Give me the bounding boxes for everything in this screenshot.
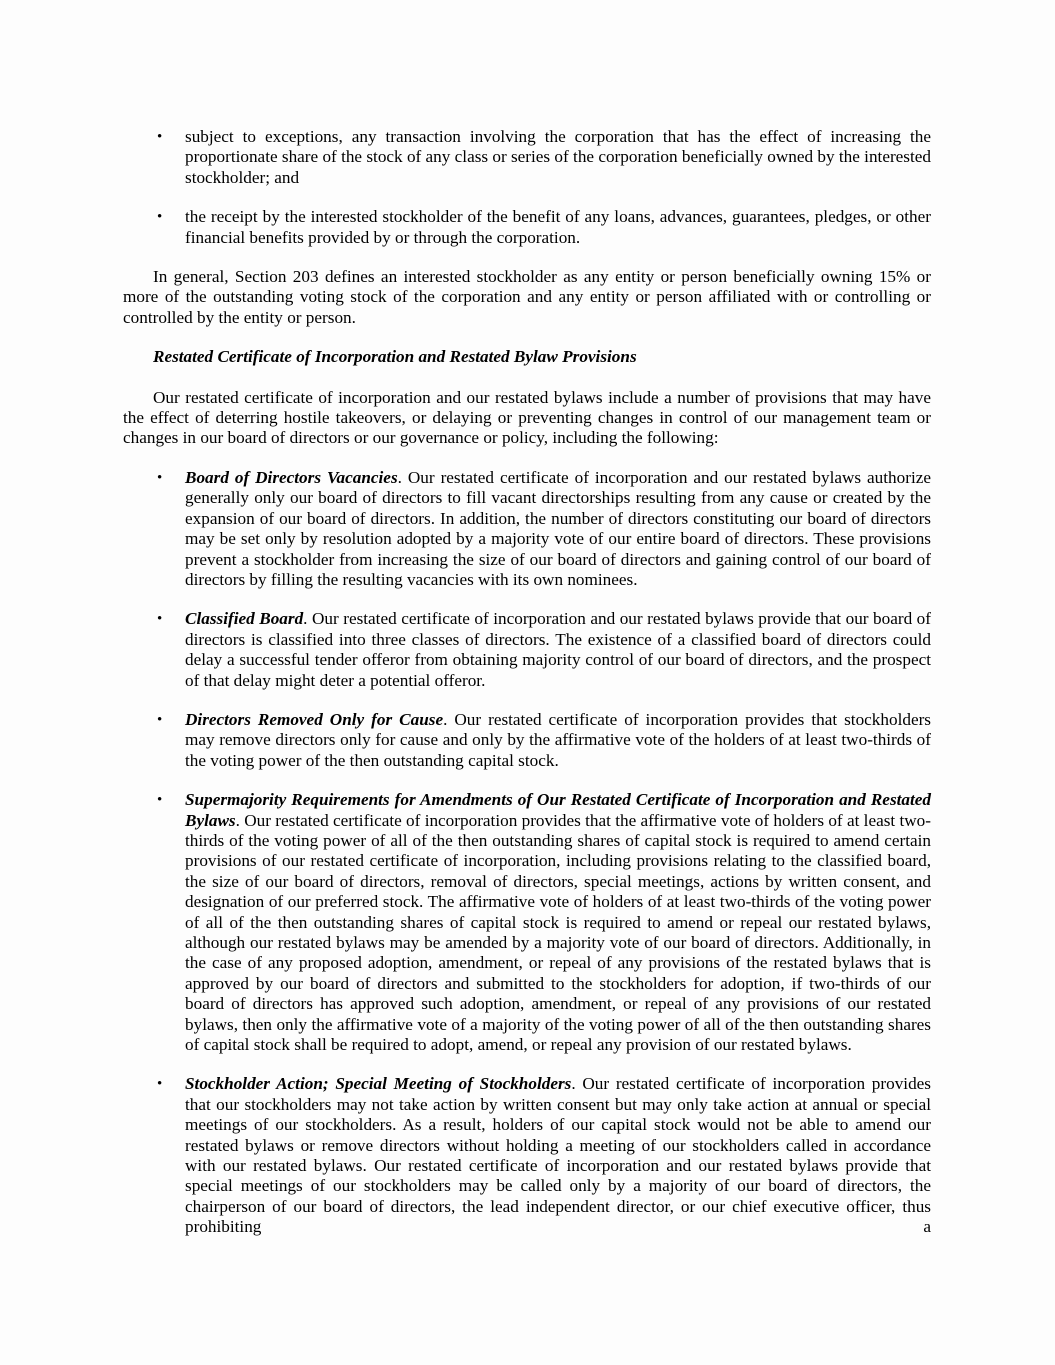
list-item-text: [185, 468, 931, 590]
bullet-icon: •: [157, 1076, 163, 1093]
bullet-icon: •: [157, 209, 163, 226]
provision-body: . Our restated certificate of incorporation and our restated bylaws provide that our board of directors is classified into three classes of directors. The existence of a classified board of directors could delay a successful tender offeror from obtaining majority control of our board of directors, and the prospect of that delay might deter a potential offeror.: [185, 609, 932, 690]
bullet-icon: •: [157, 469, 163, 486]
bullet-icon: •: [157, 129, 163, 145]
provision-lead: Supermajority Requirements for Amendments of Our Restated Certificate of Incorporation and Restated Bylaws: [185, 790, 931, 830]
bullet-icon: •: [157, 792, 163, 809]
bullet-icon: •: [157, 711, 163, 728]
list-item: [123, 1074, 931, 1237]
bullet-icon: •: [157, 611, 163, 628]
provision-body: . Our restated certificate of incorporation provides that the affirmative vote of holders of at least two-thirds of the voting power of all of the then outstanding shares of capital stock is required to amend certain provisions of our restated certificate of incorporation, including provisions relating to the classified board, the size of our board of directors, removal of directors, special meetings, actions by written consent, and designation of our preferred stock. The affirmative vote of holders of at least two-thirds of the voting power of all of the then outstanding shares of capital stock is required to amend or repeal our restated bylaws, although our restated bylaws may be amended by a majority vote of our board of directors. Additionally, in the case of any proposed adoption, amendment, or repeal of any provisions of the restated bylaws that is approved by our board of directors and submitted to the stockholders for adoption, if two-thirds of our board of directors has approved such adoption, amendment, or repeal of any provisions of our restated bylaws, then only the affirmative vote of a majority of the voting power of all of the then outstanding shares of capital stock shall be required to adopt, amend, or repeal any provision of our restated bylaws.: [185, 810, 931, 1055]
intro-bullet-list: [123, 127, 931, 248]
list-item-text: [185, 609, 931, 691]
list-item: [123, 127, 931, 188]
section-203-paragraph: In general, Section 203 defines an interested stockholder as any entity or person beneficially owning 15% or more of the outstanding voting stock of the corporation and any entity or person affiliated with or controlling or controlled by the entity or person.: [123, 267, 931, 327]
list-item: [123, 207, 931, 248]
list-item-text: [185, 790, 931, 1055]
provision-lead: Directors Removed Only for Cause: [185, 709, 444, 729]
provision-lead: Classified Board: [185, 609, 304, 629]
list-item: [123, 790, 931, 1055]
list-item-text: the receipt by the interested stockholder of the benefit of any loans, advances, guarantees, pledges, or other financial benefits provided by or through the corporation.: [185, 207, 931, 247]
list-item-text: [185, 710, 931, 771]
provision-lead: Board of Directors Vacancies: [185, 467, 398, 487]
provisions-intro-paragraph: Our restated certificate of incorporation and our restated bylaws include a number of provisions that may have the effect of deterring hostile takeovers, or delaying or preventing changes in control of our management team or changes in our board of directors or our governance or policy, including the following:: [123, 387, 931, 448]
list-item: [123, 710, 931, 771]
list-item: [123, 468, 931, 590]
list-item: [123, 609, 931, 691]
provisions-bullet-list: [123, 468, 931, 1238]
section-heading: Restated Certificate of Incorporation and Restated Bylaw Provisions: [153, 347, 637, 367]
list-item-text: subject to exceptions, any transaction involving the corporation that has the effect of increasing the proportionate share of the stock of any class or series of the corporation beneficially owned by the interested stockholder; and: [185, 127, 931, 187]
provision-lead: Stockholder Action; Special Meeting of Stockholders: [185, 1074, 572, 1094]
provision-body: . Our restated certificate of incorporation and our restated bylaws authorize generally only our board of directors to fill vacant directorships resulting from any cause or created by the expansion of our board of directors. In addition, the number of directors constituting our board of directors may be set only by resolution adopted by a majority vote of our entire board of directors. These provisions prevent a stockholder from increasing the size of our board of directors and gaining control of our board of directors by filling the resulting vacancies with its own nominees.: [185, 467, 931, 589]
list-item-text: [185, 1074, 931, 1237]
provision-body: . Our restated certificate of incorporation provides that stockholders may remove directors only for cause and only by the affirmative vote of the holders of at least two-thirds of the voting power of the then outstanding capital stock.: [185, 709, 931, 770]
provision-body: . Our restated certificate of incorporation provides that our stockholders may not take action by written consent but may only take action at annual or special meetings of our stockholders. As a result, holders of our capital stock would not be able to amend our restated bylaws or remove directors without holding a meeting of our stockholders called in accordance with our restated bylaws. Our restated certificate of incorporation and our restated bylaws provide that special meetings of our stockholders may be called only by a majority of our board of directors, the chairperson of our board of directors, the lead independent director, or our chief executive officer, thus prohibiting a: [185, 1074, 931, 1237]
